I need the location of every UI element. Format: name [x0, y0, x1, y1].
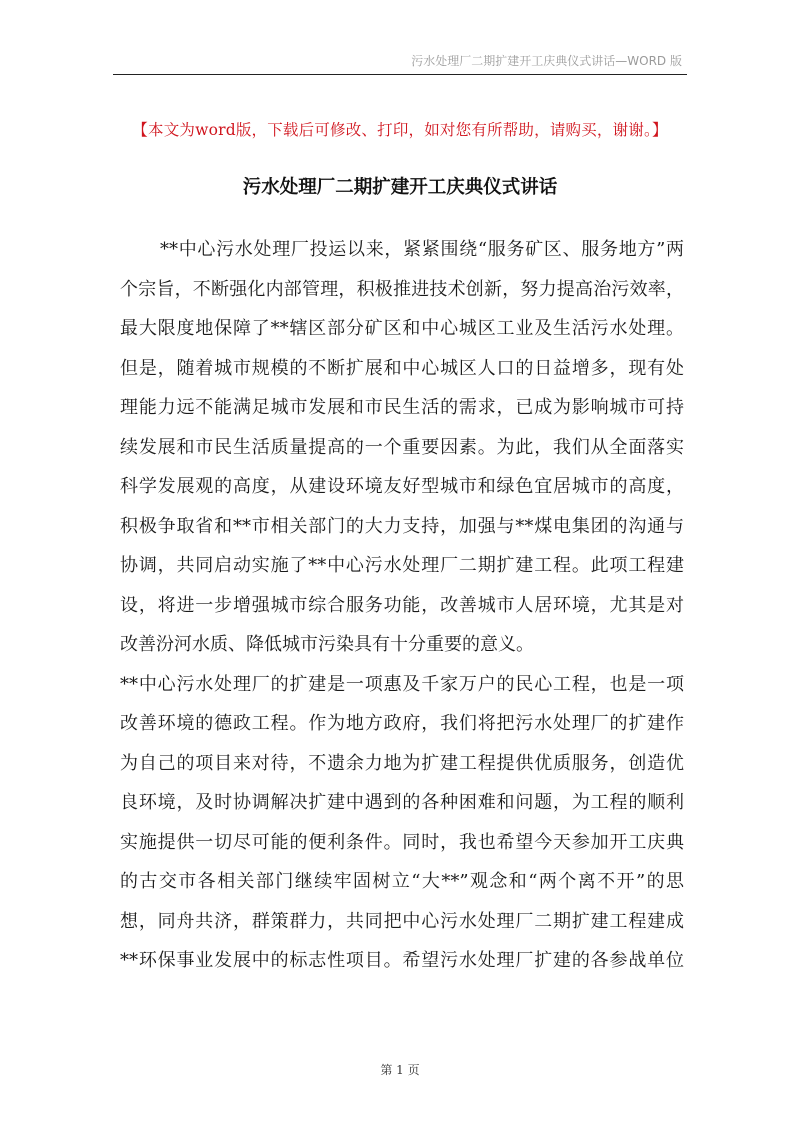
body-line: 改善汾河水质、降低城市污染具有十分重要的意义。: [120, 634, 534, 655]
body-line: 改善环境的德政工程。作为地方政府，我们将把污水处理厂的扩建作: [120, 713, 684, 734]
body-line: 为自己的项目来对待，不遗余力地为扩建工程提供优质服务，创造优: [120, 752, 684, 774]
header-divider: [113, 74, 687, 75]
body-line: 良环境，及时协调解决扩建中遇到的各种困难和问题，为工程的顺利: [120, 792, 684, 813]
body-line: 最大限度地保障了**辖区部分矿区和中心城区工业及生活污水处理。: [120, 318, 684, 339]
download-notice: 【本文为word版，下载后可修改、打印，如对您有所帮助，请购买，谢谢。】: [132, 121, 668, 139]
body-line: 协调，共同启动实施了**中心污水处理厂二期扩建工程。此项工程建: [120, 555, 684, 576]
body-line: 个宗旨，不断强化内部管理，积极推进技术创新，努力提高治污效率，: [120, 278, 684, 300]
body-line: 设，将进一步增强城市综合服务功能，改善城市人居环境，尤其是对: [120, 594, 684, 616]
body-line: **中心污水处理厂的扩建是一项惠及千家万户的民心工程，也是一项: [120, 673, 684, 695]
body-line: **中心污水处理厂投运以来，紧紧围绕“服务矿区、服务地方”两: [160, 239, 684, 260]
body-line: 但是，随着城市规模的不断扩展和中心城区人口的日益增多，现有处: [120, 357, 684, 379]
running-header: 污水处理厂二期扩建开工庆典仪式讲话—WORD 版: [411, 54, 682, 68]
page-number: 第 1 页: [380, 1063, 420, 1077]
document-title: 污水处理厂二期扩建开工庆典仪式讲话: [242, 177, 558, 198]
body-line: 积极争取省和**市相关部门的大力支持，加强与**煤电集团的沟通与: [120, 515, 684, 537]
body-line: 的古交市各相关部门继续牢固树立“大**”观念和“两个离不开”的思: [120, 871, 684, 892]
body-line: 实施提供一切尽可能的便利条件。同时，我也希望今天参加开工庆典: [120, 831, 684, 853]
body-line: **环保事业发展中的标志性项目。希望污水处理厂扩建的各参战单位: [120, 950, 684, 971]
body-line: 续发展和市民生活质量提高的一个重要因素。为此，我们从全面落实: [120, 436, 684, 458]
document-body: [120, 230, 684, 981]
body-line: 理能力远不能满足城市发展和市民生活的需求，已成为影响城市可持: [120, 397, 684, 418]
body-line: 科学发展观的高度，从建设环境友好型城市和绿色宜居城市的高度，: [120, 476, 684, 497]
body-line: 想，同舟共济，群策群力，共同把中心污水处理厂二期扩建工程建成: [120, 910, 684, 932]
